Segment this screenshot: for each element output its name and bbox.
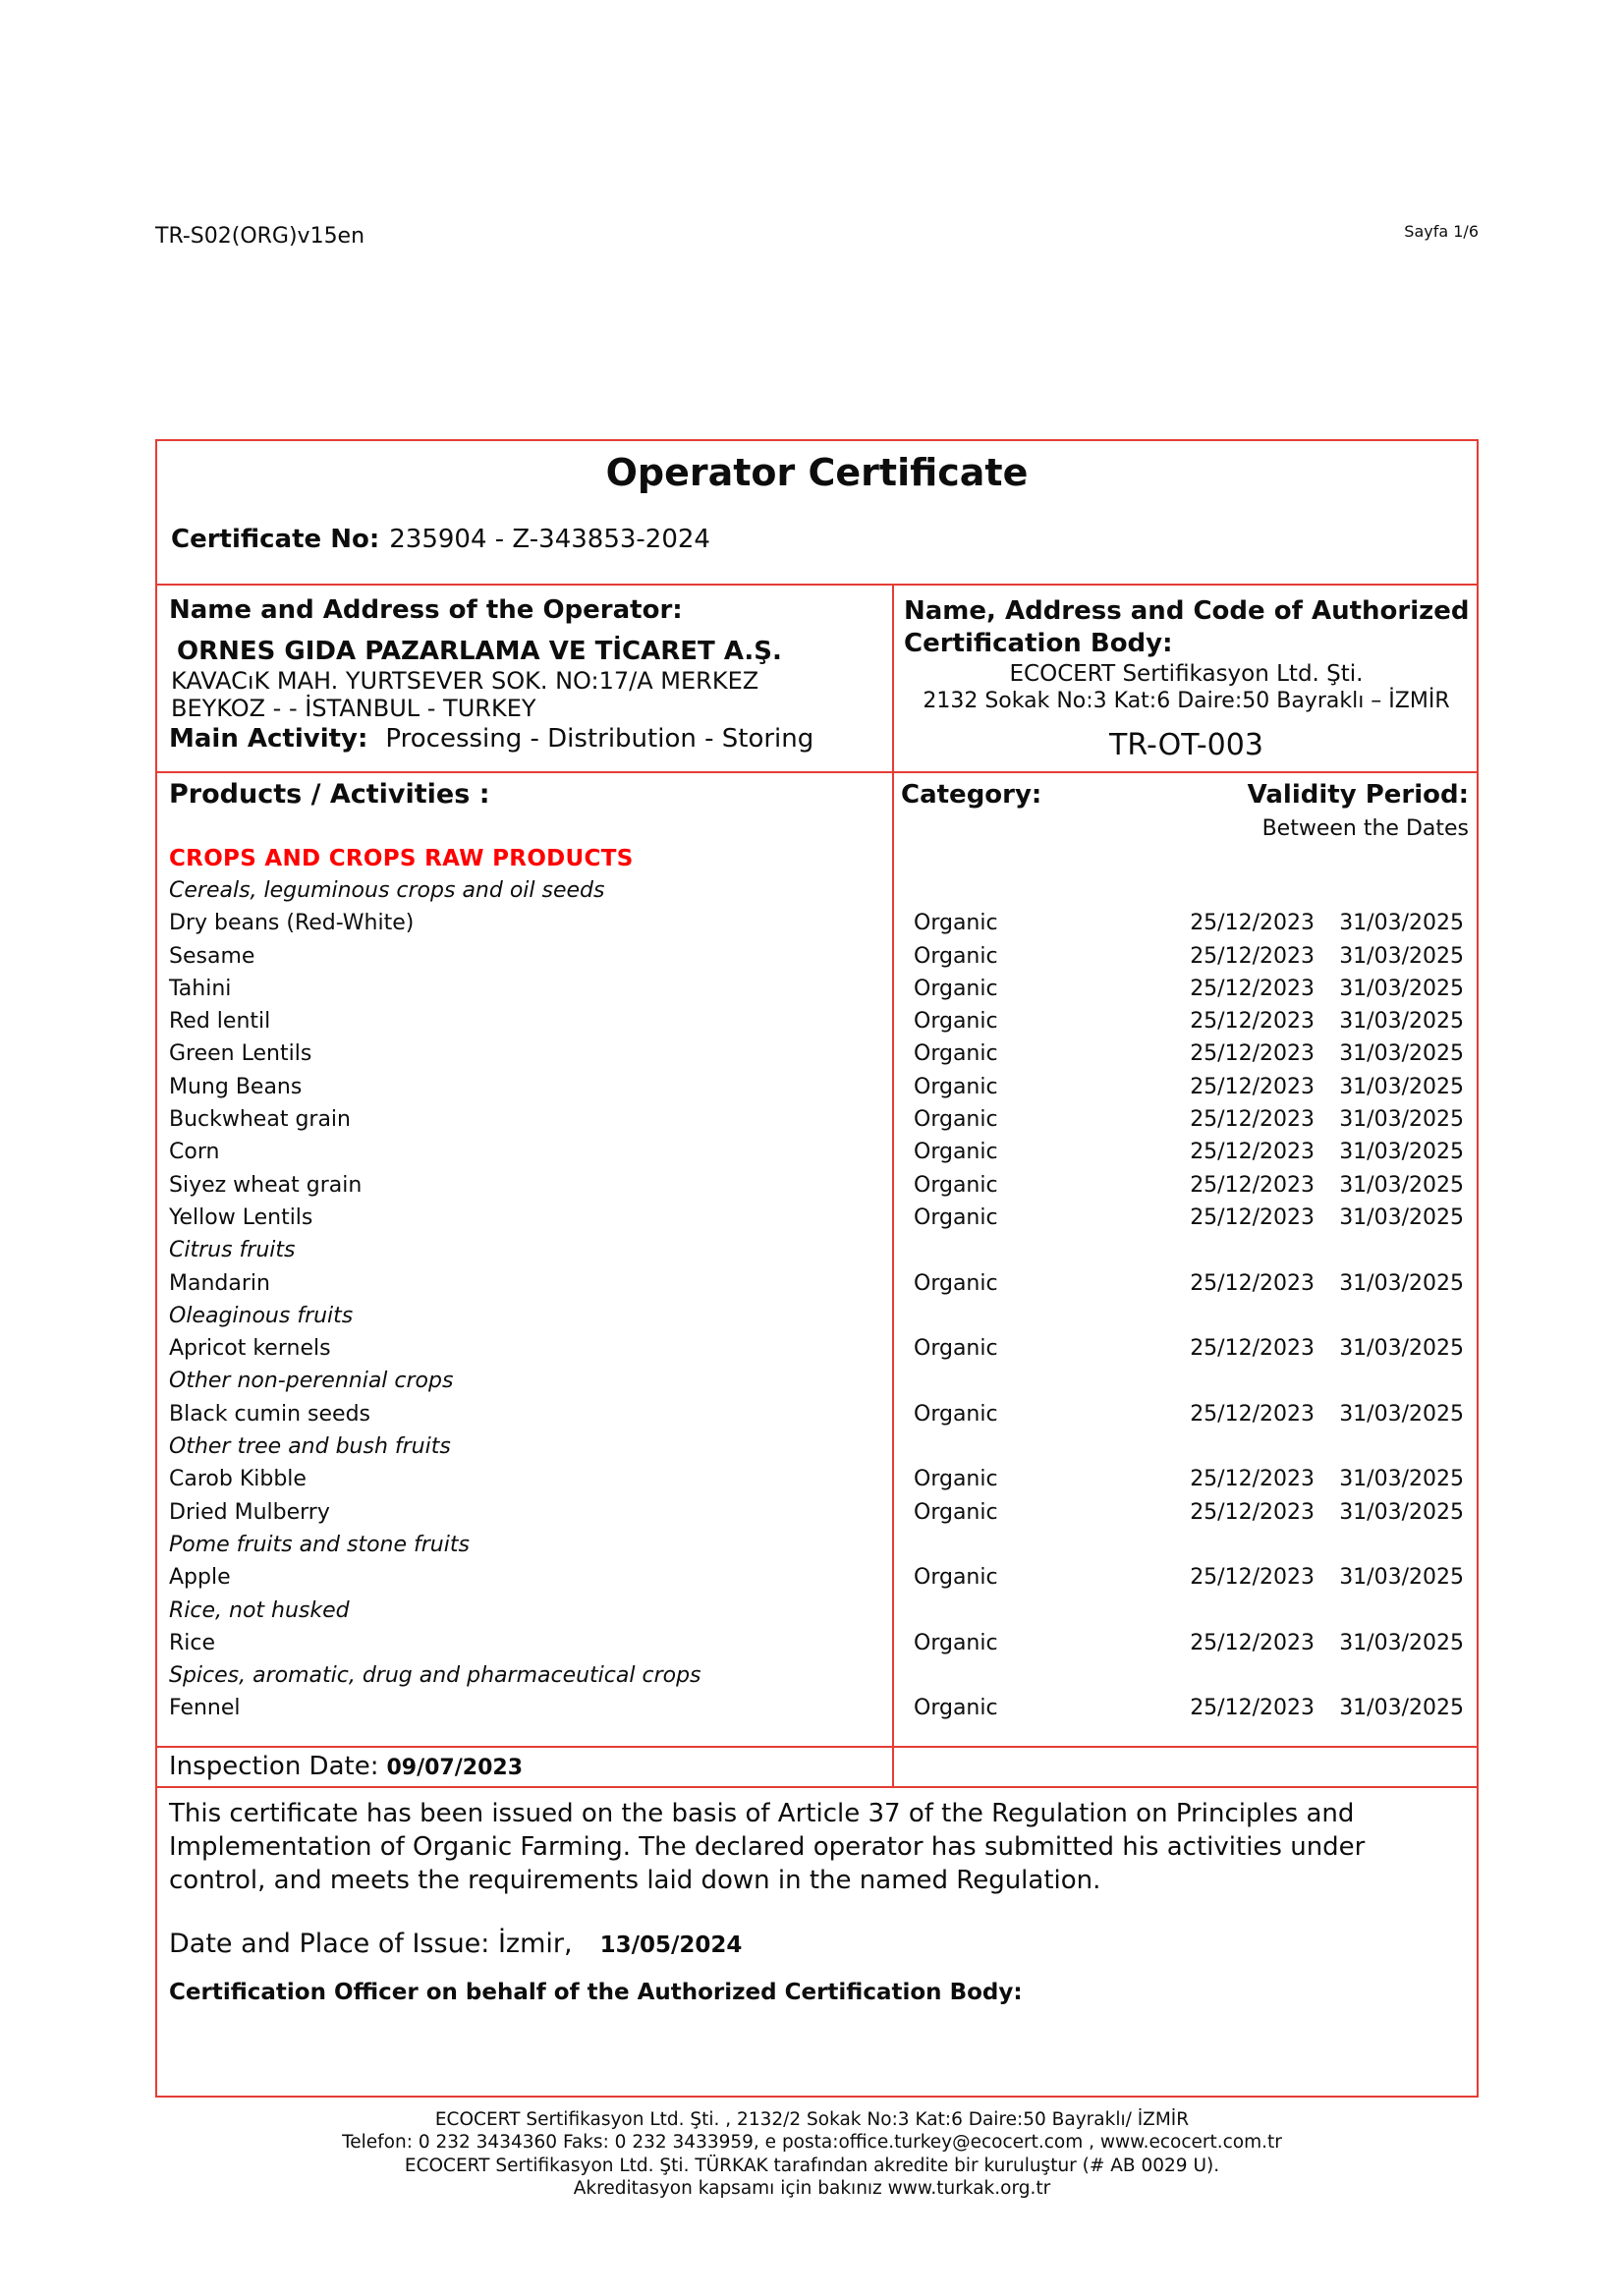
product-group-label: Pome fruits and stone fruits — [169, 1532, 470, 1557]
product-group-label: Other non-perennial crops — [169, 1369, 454, 1394]
products-table — [157, 874, 1477, 1725]
main-activity-value: Processing - Distribution - Storing — [385, 724, 814, 754]
validity-period-subheading: Between the Dates — [1261, 816, 1469, 841]
valid-from-date: 25/12/2023 — [1190, 1696, 1315, 1721]
inspection-date-label: Inspection Date: — [169, 1752, 379, 1781]
certificate-number — [171, 525, 710, 554]
main-activity-label: Main Activity: — [169, 724, 368, 754]
product-category: Organic — [914, 1467, 998, 1492]
operator-name: ORNES GIDA PAZARLAMA VE TİCARET A.Ş. — [177, 637, 782, 666]
products-heading: Products / Activities : — [169, 779, 490, 810]
product-row — [157, 1496, 1477, 1529]
product-group-row — [157, 1300, 1477, 1332]
certification-body-code: TR-OT-003 — [1109, 728, 1263, 762]
product-group-label: Spices, aromatic, drug and pharmaceutical crops — [169, 1663, 701, 1689]
validity-period-heading: Validity Period: — [1247, 780, 1469, 810]
product-name: Black cumin seeds — [169, 1401, 370, 1427]
product-group-row — [157, 1529, 1477, 1561]
product-name: Red lentil — [169, 1009, 271, 1035]
product-category: Organic — [914, 1140, 998, 1165]
footer-line: ECOCERT Sertifikasyon Ltd. Şti. TÜRKAK tarafından akredite bir kuruluştur (# AB 0029 U). — [404, 2155, 1220, 2176]
operator-address-line1: KAVACıK MAH. YURTSEVER SOK. NO:17/A MERKEZ — [171, 667, 759, 695]
product-category: Organic — [914, 911, 998, 936]
valid-to-date: 31/03/2025 — [1339, 1172, 1464, 1198]
valid-from-date: 25/12/2023 — [1190, 1467, 1315, 1492]
product-category: Organic — [914, 1499, 998, 1525]
operator-address-line2: BEYKOZ - - İSTANBUL - TURKEY — [171, 695, 536, 722]
product-group-row — [157, 1659, 1477, 1692]
valid-from-date: 25/12/2023 — [1190, 976, 1315, 1001]
product-row — [157, 1561, 1477, 1594]
valid-from-date: 25/12/2023 — [1190, 1336, 1315, 1362]
product-row — [157, 1267, 1477, 1300]
product-group-row — [157, 1234, 1477, 1266]
footer-line: Akreditasyon kapsamı için bakınız www.turkak.org.tr — [573, 2177, 1051, 2199]
product-name: Green Lentils — [169, 1041, 312, 1067]
category-heading: Category: — [901, 780, 1042, 810]
product-row — [157, 940, 1477, 973]
valid-to-date: 31/03/2025 — [1339, 1565, 1464, 1591]
product-name: Yellow Lentils — [169, 1204, 313, 1230]
valid-to-date: 31/03/2025 — [1339, 1467, 1464, 1492]
certificate-title: Operator Certificate — [605, 451, 1029, 494]
valid-to-date: 31/03/2025 — [1339, 976, 1464, 1001]
product-group-label: Oleaginous fruits — [169, 1303, 354, 1328]
footer-line: Telefon: 0 232 3434360 Faks: 0 232 3433959, e posta:office.turkey@ecocert.com , www.ecocert.com.tr — [342, 2132, 1282, 2154]
certification-officer-heading: Certification Officer on behalf of the Authorized Certification Body: — [169, 1980, 1023, 2005]
product-category: Organic — [914, 1074, 998, 1099]
product-name: Rice — [169, 1630, 216, 1655]
product-category: Organic — [914, 1696, 998, 1721]
footer-line: ECOCERT Sertifikasyon Ltd. Şti. , 2132/2 Sokak No:3 Kat:6 Daire:50 Bayraklı/ İZMİR — [434, 2109, 1190, 2130]
product-name: Mung Beans — [169, 1074, 303, 1099]
product-group-row — [157, 1365, 1477, 1397]
product-name: Mandarin — [169, 1270, 270, 1296]
product-row — [157, 1463, 1477, 1495]
product-name: Dried Mulberry — [169, 1499, 330, 1525]
valid-to-date: 31/03/2025 — [1339, 1696, 1464, 1721]
product-group-label: Rice, not husked — [169, 1597, 350, 1623]
certification-body-heading: Name, Address and Code of Authorized Certification Body: — [904, 596, 1470, 658]
product-category: Organic — [914, 1172, 998, 1198]
product-group-label: Other tree and bush fruits — [169, 1434, 451, 1460]
product-name: Fennel — [169, 1696, 241, 1721]
product-group-row — [157, 874, 1477, 907]
valid-from-date: 25/12/2023 — [1190, 1172, 1315, 1198]
valid-to-date: 31/03/2025 — [1339, 943, 1464, 969]
valid-from-date: 25/12/2023 — [1190, 1140, 1315, 1165]
product-name: Apricot kernels — [169, 1336, 331, 1362]
product-name: Siyez wheat grain — [169, 1172, 363, 1198]
product-row — [157, 1398, 1477, 1430]
product-row — [157, 1071, 1477, 1103]
valid-from-date: 25/12/2023 — [1190, 1630, 1315, 1655]
valid-to-date: 31/03/2025 — [1339, 1336, 1464, 1362]
valid-from-date: 25/12/2023 — [1190, 1499, 1315, 1525]
valid-to-date: 31/03/2025 — [1339, 1630, 1464, 1655]
divider-line — [157, 584, 1477, 586]
product-row — [157, 1202, 1477, 1234]
valid-to-date: 31/03/2025 — [1339, 1041, 1464, 1067]
product-category: Organic — [914, 976, 998, 1001]
valid-from-date: 25/12/2023 — [1190, 1565, 1315, 1591]
valid-to-date: 31/03/2025 — [1339, 1009, 1464, 1035]
valid-from-date: 25/12/2023 — [1190, 1204, 1315, 1230]
product-category: Organic — [914, 1107, 998, 1133]
valid-from-date: 25/12/2023 — [1190, 1041, 1315, 1067]
certification-body-name: ECOCERT Sertifikasyon Ltd. Şti. — [1009, 661, 1364, 687]
certification-body-address: 2132 Sokak No:3 Kat:6 Daire:50 Bayraklı – İZMİR — [923, 689, 1450, 713]
issue-date-value: 13/05/2024 — [599, 1932, 743, 1958]
product-row — [157, 1332, 1477, 1365]
main-activity — [169, 724, 813, 754]
product-category: Organic — [914, 1204, 998, 1230]
product-row — [157, 1103, 1477, 1136]
valid-from-date: 25/12/2023 — [1190, 1401, 1315, 1427]
valid-from-date: 25/12/2023 — [1190, 1107, 1315, 1133]
product-category: Organic — [914, 1630, 998, 1655]
product-category: Organic — [914, 1009, 998, 1035]
product-name: Dry beans (Red-White) — [169, 911, 415, 936]
valid-from-date: 25/12/2023 — [1190, 1074, 1315, 1099]
issue-date-place — [169, 1929, 742, 1959]
product-group-label: Cereals, leguminous crops and oil seeds — [169, 878, 605, 903]
product-name: Buckwheat grain — [169, 1107, 351, 1133]
product-category: Organic — [914, 1270, 998, 1296]
divider-line — [157, 1786, 1477, 1788]
product-category: Organic — [914, 1041, 998, 1067]
product-category: Organic — [914, 1401, 998, 1427]
product-group-label: Citrus fruits — [169, 1238, 296, 1263]
valid-to-date: 31/03/2025 — [1339, 1401, 1464, 1427]
valid-from-date: 25/12/2023 — [1190, 1009, 1315, 1035]
product-name: Sesame — [169, 943, 255, 969]
valid-to-date: 31/03/2025 — [1339, 1140, 1464, 1165]
divider-line — [157, 771, 1477, 773]
valid-from-date: 25/12/2023 — [1190, 943, 1315, 969]
valid-to-date: 31/03/2025 — [1339, 1204, 1464, 1230]
product-row — [157, 907, 1477, 939]
product-name: Carob Kibble — [169, 1467, 307, 1492]
product-category: Organic — [914, 1336, 998, 1362]
valid-to-date: 31/03/2025 — [1339, 1499, 1464, 1525]
product-row — [157, 1169, 1477, 1202]
product-category: Organic — [914, 1565, 998, 1591]
inspection-date — [169, 1752, 523, 1781]
inspection-date-value: 09/07/2023 — [386, 1756, 523, 1780]
issue-date-label: Date and Place of Issue: İzmir, — [169, 1929, 573, 1959]
product-row — [157, 973, 1477, 1005]
form-code: TR-S02(ORG)v15en — [155, 224, 365, 249]
divider-line — [157, 1746, 1477, 1748]
valid-from-date: 25/12/2023 — [1190, 1270, 1315, 1296]
product-name: Tahini — [169, 976, 232, 1001]
valid-to-date: 31/03/2025 — [1339, 1074, 1464, 1099]
certificate-number-label: Certificate No: — [171, 525, 380, 554]
valid-from-date: 25/12/2023 — [1190, 911, 1315, 936]
product-row — [157, 1005, 1477, 1037]
product-name: Corn — [169, 1140, 220, 1165]
product-row — [157, 1037, 1477, 1070]
certificate-box — [155, 439, 1479, 2098]
product-row — [157, 1692, 1477, 1724]
valid-to-date: 31/03/2025 — [1339, 911, 1464, 936]
page-number: Sayfa 1/6 — [1404, 222, 1479, 241]
valid-to-date: 31/03/2025 — [1339, 1107, 1464, 1133]
certificate-number-value: 235904 - Z-343853-2024 — [389, 525, 710, 554]
product-group-row — [157, 1595, 1477, 1627]
product-name: Apple — [169, 1565, 231, 1591]
product-row — [157, 1136, 1477, 1168]
product-category: Organic — [914, 943, 998, 969]
operator-section-heading: Name and Address of the Operator: — [169, 595, 683, 625]
product-group-row — [157, 1430, 1477, 1463]
product-row — [157, 1627, 1477, 1659]
valid-to-date: 31/03/2025 — [1339, 1270, 1464, 1296]
product-section-title: CROPS AND CROPS RAW PRODUCTS — [169, 846, 634, 871]
page-footer — [0, 2108, 1624, 2200]
certificate-statement: This certificate has been issued on the basis of Article 37 of the Regulation on Principles and Implementation of Organic Farming. The declared operator has submitted his activities under control, and meets the requirements laid down in the named Regulation. — [169, 1799, 1366, 1895]
